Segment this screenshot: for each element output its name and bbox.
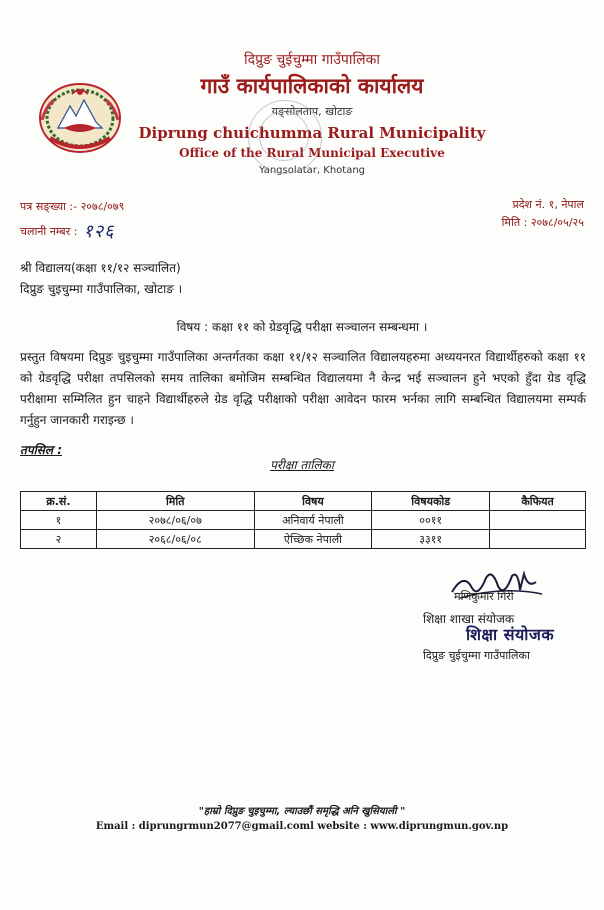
col-header-remarks: कैफियत bbox=[490, 492, 586, 511]
signatory-role: शिक्षा शाखा संयोजक bbox=[423, 612, 515, 626]
cell-date: २०७८/०६/०७ bbox=[96, 511, 254, 530]
table-row bbox=[21, 530, 586, 549]
footer-slogan: "हाम्रो दिप्रुङ चुइचुम्मा, ल्याउछौं समृद्धि अनि खुसियाली " bbox=[198, 806, 406, 817]
header-office-nepali: गाउँ कार्यपालिकाको कार्यालय bbox=[200, 74, 424, 98]
col-header-subject-code: विषयकोड bbox=[372, 492, 490, 511]
letter-subject: विषय : कक्षा ११ को ग्रेडवृद्धि परीक्षा सञ्चालन सम्बन्धमा । bbox=[176, 320, 428, 334]
header-office-english: Office of the Rural Municipal Executive bbox=[179, 146, 445, 160]
letter-date: मिति : २०७८/०५/२५ bbox=[501, 216, 584, 229]
signatory-organization: दिप्रुङ चुईचुम्मा गाउँपालिका bbox=[423, 649, 530, 662]
dispatch-number-label: चलानी नम्बर : bbox=[20, 225, 78, 238]
letter-reference-number: पत्र सङ्ख्या :- २०७८/०७९ bbox=[20, 200, 125, 213]
details-heading: तपसिल : bbox=[20, 443, 62, 457]
letter-body: प्रस्तुत विषयमा दिप्रुङ चुइचुम्मा गाउँपालिका अन्तर्गतका कक्षा ११/१२ सञ्चालित विद्यालयहरुमा अध्ययनरत विद्यार्थीहरुको कक्षा ११ को ग्रेडवृद्धि परीक्षा तपसिलको समय तालिका बमोजिम सम्बन्धित विद्यालयमा नै केन्द्र भई सञ्चालन हुने भएको हुँदा ग्रेड वृद्धि परीक्षामा सम्मिलित हुन चाहने विद्यार्थीहरुले ग्रेड वृद्धि परीक्षाको परीक्षा आवेदन फारम भर्नका लागि सम्बन्धित विद्यालयमा सम्पर्क गर्नुहुन जानकारी गराइन्छ । bbox=[20, 350, 586, 427]
addressee-line-2: दिप्रुङ चुइचुम्मा गाउँपालिका, खोटाङ । bbox=[20, 282, 183, 296]
province-label: प्रदेश नं. १, नेपाल bbox=[512, 198, 584, 211]
cell-remarks bbox=[490, 530, 586, 549]
exam-schedule-table bbox=[20, 491, 586, 549]
cell-subject-code: ३३११ bbox=[372, 530, 490, 549]
cell-date: २०६८/०६/०८ bbox=[96, 530, 254, 549]
header-municipality-nepali: दिप्रुङ चुईचुम्मा गाउँपालिका bbox=[244, 52, 380, 68]
cell-subject-code: ००११ bbox=[372, 511, 490, 530]
col-header-subject: विषय bbox=[254, 492, 372, 511]
dispatch-number-value: १२६ bbox=[83, 221, 115, 242]
cell-subject: ऐच्छिक नेपाली bbox=[254, 530, 372, 549]
footer-contact: Email : diprungrmun2077@gmail.coml website : www.diprungmun.gov.np bbox=[95, 821, 509, 832]
cell-subject: अनिवार्य नेपाली bbox=[254, 511, 372, 530]
header-address-english: Yangsolatar, Khotang bbox=[258, 165, 366, 176]
table-header-row bbox=[21, 492, 586, 511]
exam-schedule-title: परीक्षा तालिका bbox=[270, 458, 334, 472]
office-stamp-icon bbox=[248, 100, 322, 174]
table-row bbox=[21, 511, 586, 530]
cell-serial: २ bbox=[21, 530, 97, 549]
dispatch-number bbox=[20, 219, 115, 243]
addressee-line-1: श्री विद्यालय(कक्षा ११/१२ सञ्चालित) bbox=[20, 261, 181, 275]
header-municipality-english: Diprung chuichumma Rural Municipality bbox=[138, 124, 486, 142]
signatory-stamp: शिक्षा संयोजक bbox=[466, 625, 555, 644]
header-address-nepali: यङ्सोलताप, खोटाङ bbox=[271, 105, 353, 118]
col-header-date: मिति bbox=[96, 492, 254, 511]
cell-remarks bbox=[490, 511, 586, 530]
cell-serial: १ bbox=[21, 511, 97, 530]
signatory-name: मणिकुमार गिरी bbox=[454, 590, 514, 603]
col-header-serial: क्र.सं. bbox=[21, 492, 97, 511]
